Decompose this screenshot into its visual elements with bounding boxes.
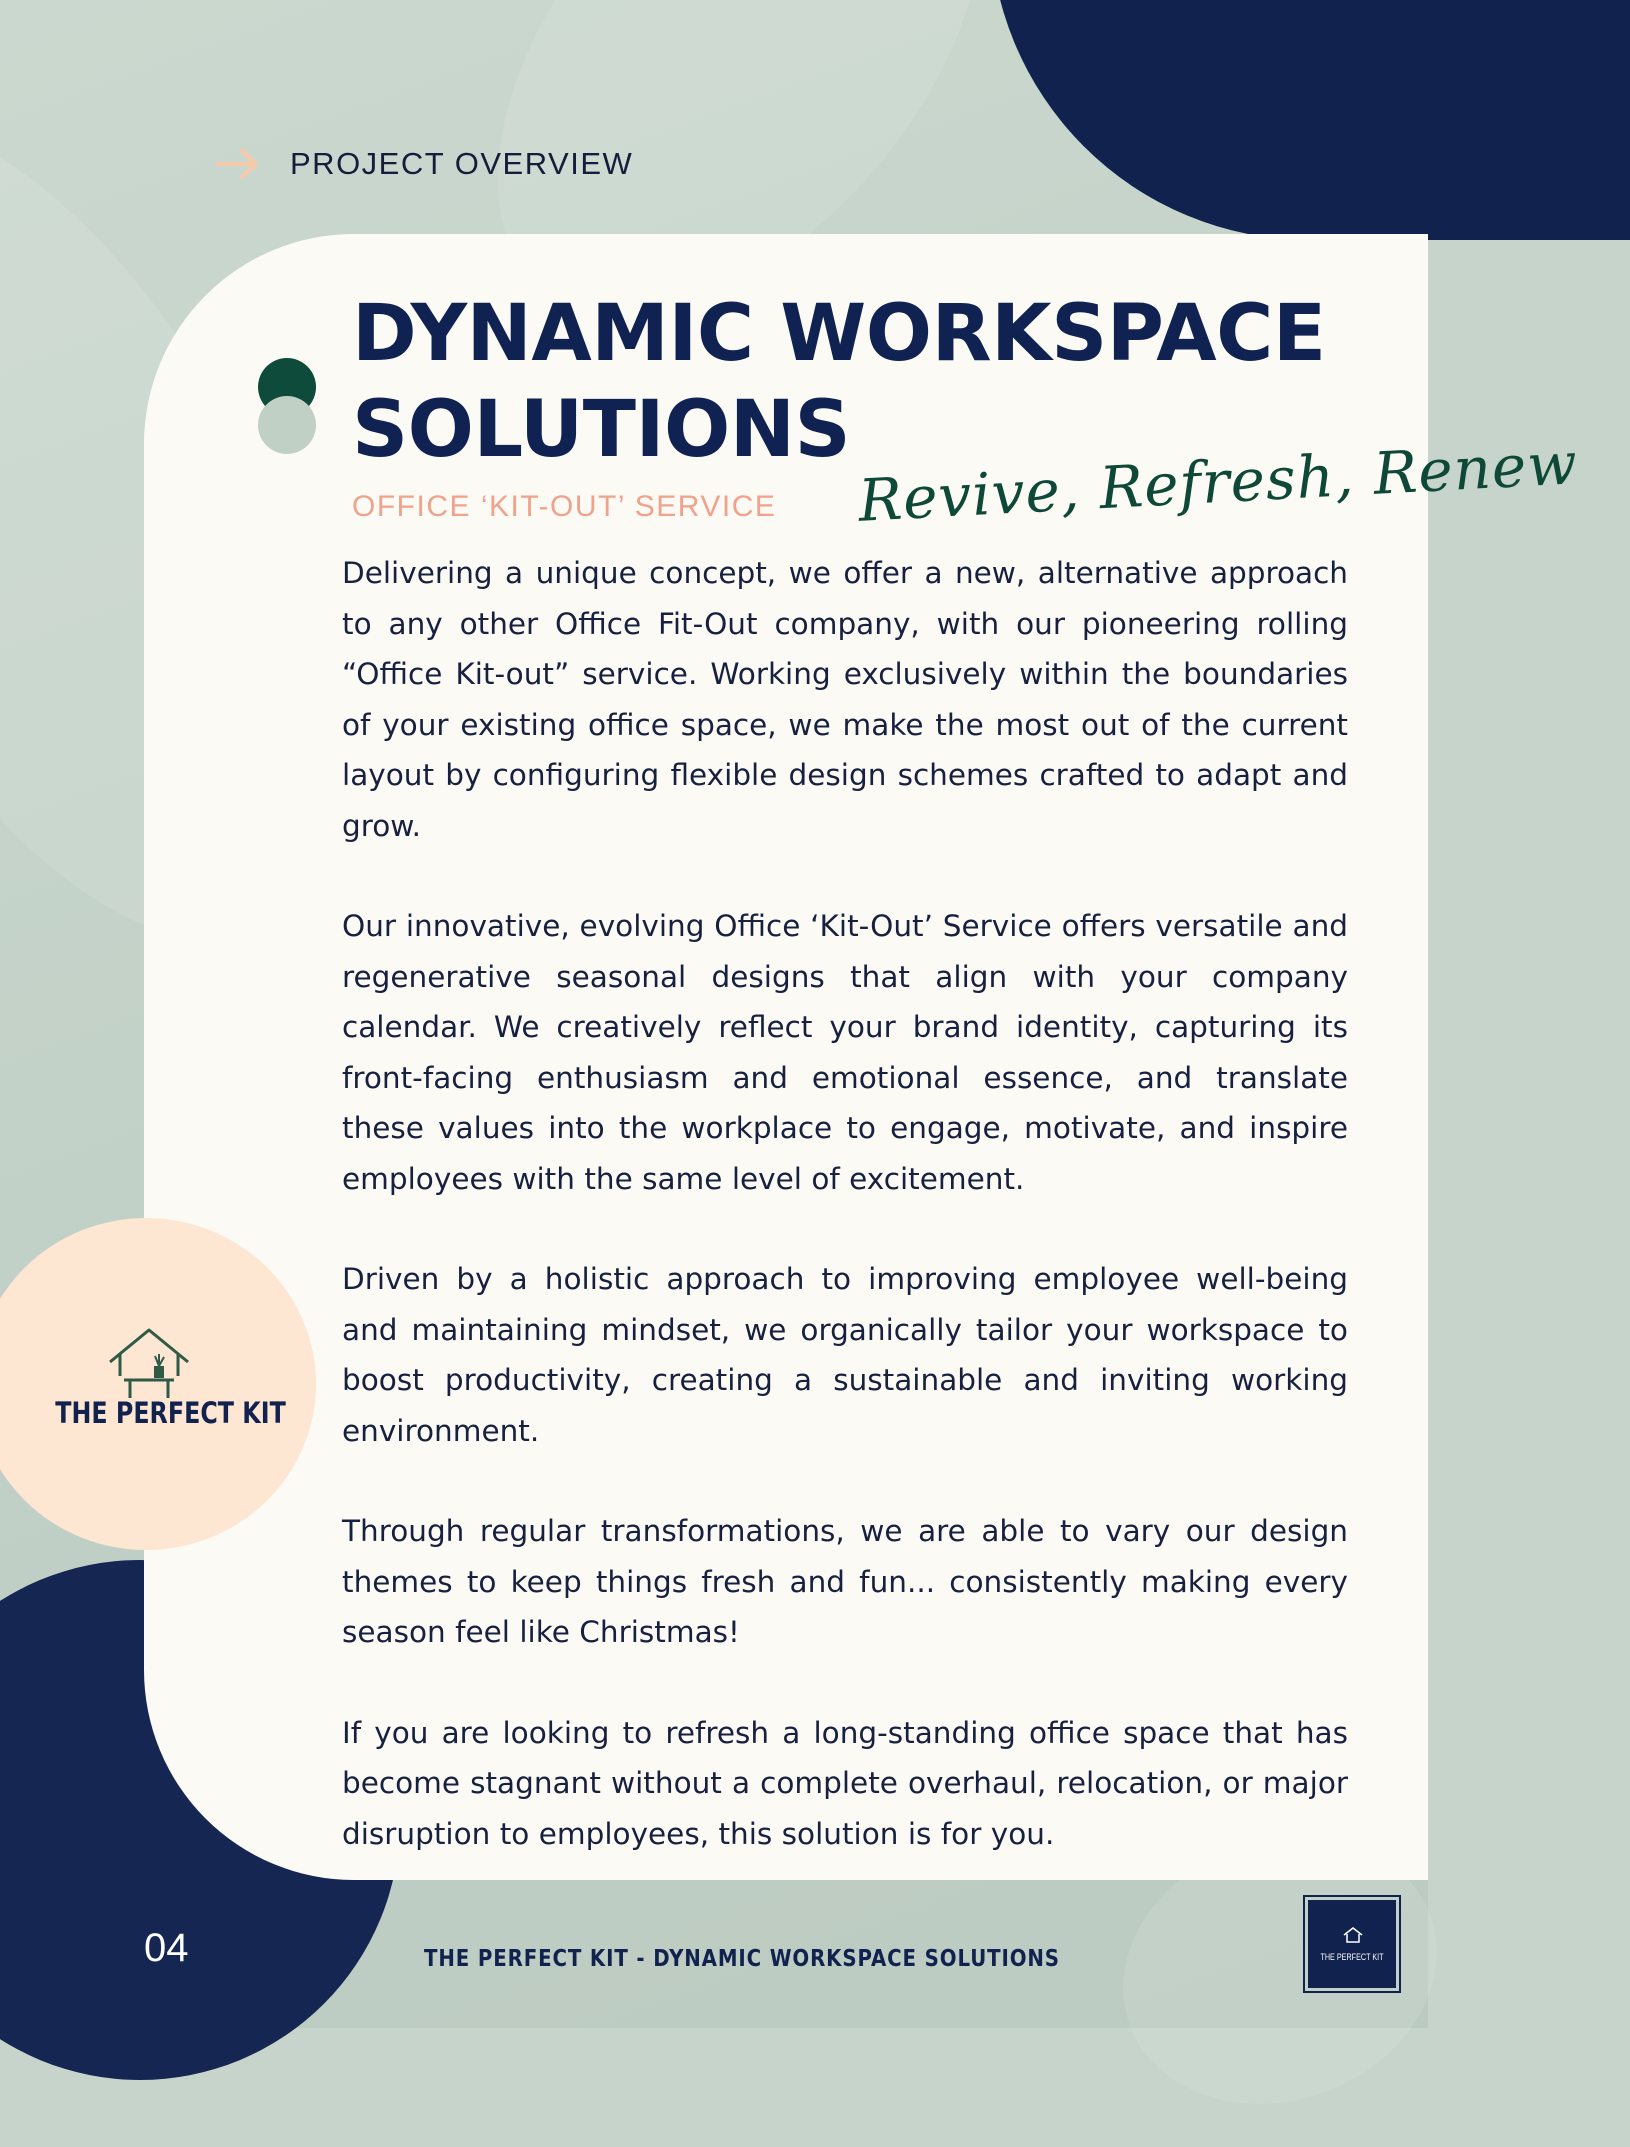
paragraph: Our innovative, evolving Office ‘Kit-Out’ Service offers versatile and regenerative seasonal designs that align with your company calendar. We creatively reflect your brand identity, capturing its front-facing enthusiasm and emotional essence, and translate these values into the workplace to engage, motivate, and inspire employees with the same level of excitement.: [342, 909, 1348, 1196]
arrow-right-icon: [214, 146, 262, 182]
footer-logo-text: THE PERFECT KIT: [1320, 1952, 1384, 1962]
section-header: [214, 146, 633, 182]
house-logo-icon: [106, 1326, 192, 1402]
paragraph: Driven by a holistic approach to improving employee well-being and maintaining mindset, we organically tailor your workspace to boost productivity, creating a sustainable and inviting working environment.: [342, 1262, 1348, 1448]
body-text: [342, 548, 1348, 1909]
decorative-dots: [258, 358, 318, 454]
footer-house-icon: [1342, 1926, 1364, 1944]
page-number: 04: [144, 1926, 189, 1970]
footer-title: THE PERFECT KIT - DYNAMIC WORKSPACE SOLUTIONS: [424, 1946, 1060, 1972]
title-line-1: DYNAMIC WORKSPACE: [352, 289, 1326, 379]
title-line-2: SOLUTIONS: [352, 385, 851, 475]
logo-text: THE PERFECT KIT: [55, 1396, 286, 1430]
dot-sage: [258, 396, 316, 454]
paragraph: Delivering a unique concept, we offer a new, alternative approach to any other Office Fit-Out company, with our pioneering rolling “Office Kit-out” service. Working exclusively within the boundaries of your existing office space, we make the most out of the current layout by configuring flexible design schemes crafted to adapt and grow.: [342, 556, 1348, 843]
paragraph: If you are looking to refresh a long-standing office space that has become stagnant without a complete overhaul, relocation, or major disruption to employees, this solution is for you.: [342, 1715, 1348, 1851]
footer-logo: [1308, 1900, 1396, 1988]
paragraph: Through regular transformations, we are able to vary our design themes to keep things fresh and fun... consistently making every season feel like Christmas!: [342, 1514, 1348, 1649]
page-subtitle: OFFICE ‘KIT-OUT’ SERVICE: [352, 490, 777, 523]
section-eyebrow: PROJECT OVERVIEW: [290, 146, 634, 181]
script-tagline: Revive, Refresh, Renew: [856, 429, 1580, 535]
